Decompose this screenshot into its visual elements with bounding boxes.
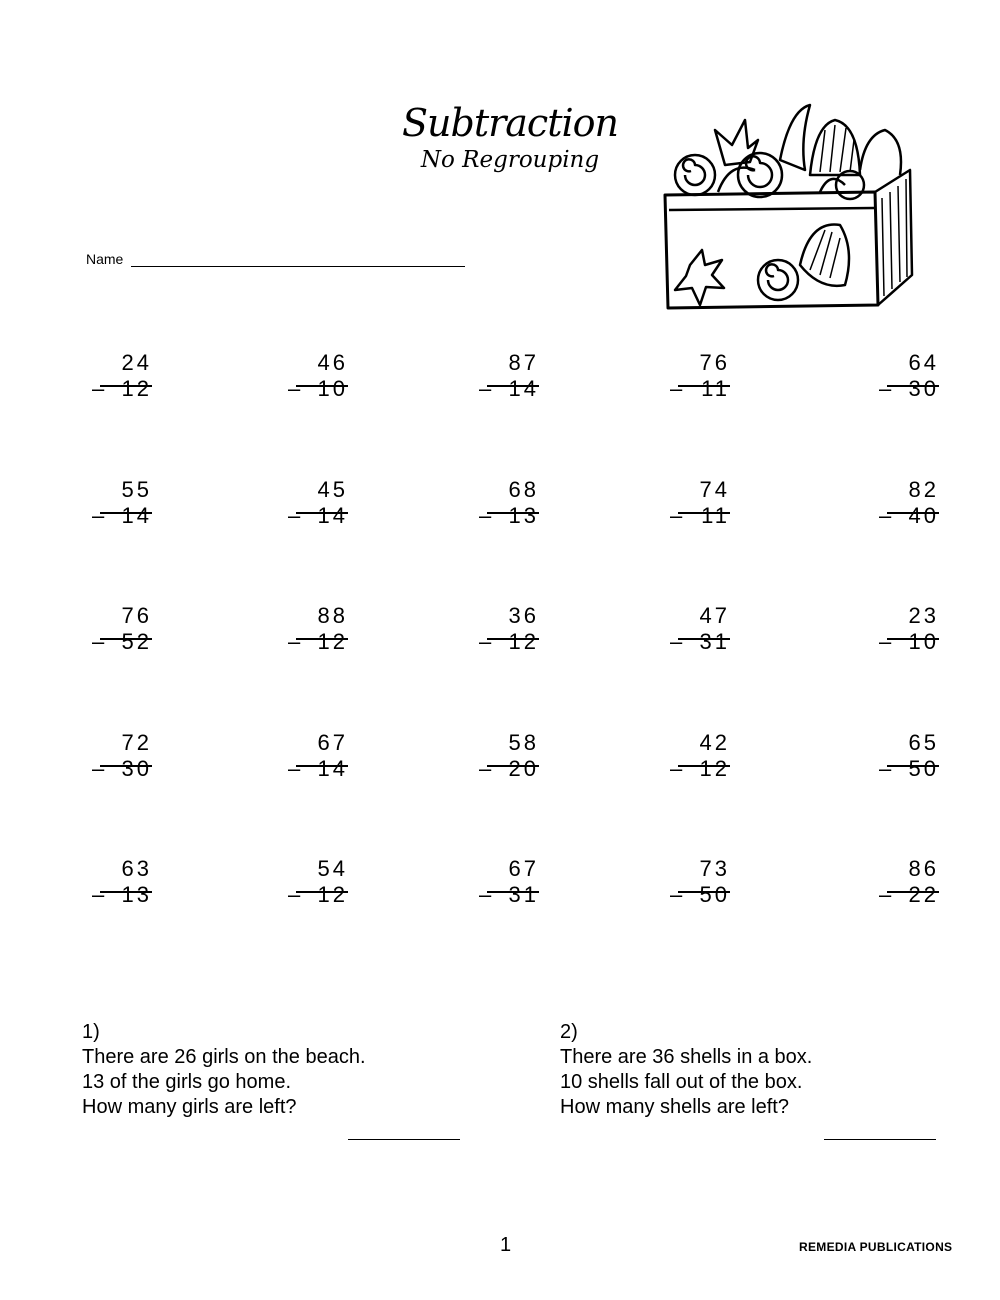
word-problem-line: How many girls are left? (82, 1096, 297, 1118)
subtrahend-row (479, 629, 539, 655)
worksheet-title (400, 100, 620, 174)
seashell-basket-illustration (660, 100, 920, 320)
subtrahend: 14 (317, 756, 348, 781)
subtraction-problem (879, 603, 939, 655)
word-problem-line: 10 shells fall out of the box. (560, 1071, 803, 1093)
subtraction-problem (288, 856, 348, 908)
subtrahend: 11 (701, 503, 730, 528)
subtrahend-row (92, 376, 152, 402)
subtraction-problem (92, 856, 152, 908)
subtrahend: 50 (908, 756, 939, 781)
word-problem-line: 13 of the girls go home. (82, 1071, 292, 1093)
subtraction-problem (479, 350, 539, 402)
subtrahend-row (879, 629, 939, 655)
subtrahend: 12 (121, 376, 152, 401)
subtraction-problem (288, 603, 348, 655)
answer-rule (487, 385, 539, 387)
subtrahend: 13 (121, 882, 152, 907)
answer-rule (678, 385, 730, 387)
subtraction-problem (879, 350, 939, 402)
subtrahend: 31 (699, 629, 730, 654)
answer-rule (487, 765, 539, 767)
subtrahend: 14 (317, 503, 348, 528)
subtrahend: 13 (508, 503, 539, 528)
minuend: 42 (699, 730, 730, 755)
minus-sign: – (92, 882, 108, 907)
subtraction-problem (670, 350, 730, 402)
subtraction-problem (479, 856, 539, 908)
name-line[interactable] (131, 252, 465, 267)
subtrahend-row (879, 756, 939, 782)
minuend: 64 (908, 350, 939, 375)
subtrahend-row (288, 376, 348, 402)
name-label: Name (86, 251, 124, 267)
answer-rule (100, 385, 152, 387)
subtrahend: 52 (121, 629, 152, 654)
subtrahend: 10 (317, 376, 348, 401)
minuend: 76 (121, 603, 152, 628)
minus-sign: – (670, 376, 686, 401)
answer-rule (887, 385, 939, 387)
subtrahend: 12 (699, 756, 730, 781)
subtrahend-row (479, 756, 539, 782)
minus-sign: – (479, 756, 495, 781)
subtraction-problem (879, 477, 939, 529)
answer-rule (678, 638, 730, 640)
minuend: 65 (908, 730, 939, 755)
minus-sign: – (288, 376, 304, 401)
minuend: 67 (508, 856, 539, 881)
answer-rule (487, 512, 539, 514)
minuend: 58 (508, 730, 539, 755)
minuend: 87 (508, 350, 539, 375)
answer-rule (887, 765, 939, 767)
answer-rule (100, 765, 152, 767)
minus-sign: – (479, 882, 495, 907)
minuend: 36 (508, 603, 539, 628)
answer-rule (100, 638, 152, 640)
word-problem-1 (82, 1020, 366, 1120)
answer-rule (296, 765, 348, 767)
minus-sign: – (92, 756, 108, 781)
answer-rule (296, 385, 348, 387)
minuend: 63 (121, 856, 152, 881)
answer-rule (296, 512, 348, 514)
answer-line[interactable] (824, 1139, 936, 1140)
minus-sign: – (288, 882, 304, 907)
minus-sign: – (479, 376, 495, 401)
word-problem-line: There are 26 girls on the beach. (82, 1046, 366, 1068)
subtrahend-row (479, 376, 539, 402)
subtrahend: 12 (508, 629, 539, 654)
minuend: 88 (317, 603, 348, 628)
minus-sign: – (479, 503, 495, 528)
subtraction-problem (670, 477, 730, 529)
minuend: 23 (908, 603, 939, 628)
subtrahend: 50 (699, 882, 730, 907)
subtrahend: 31 (508, 882, 539, 907)
minus-sign: – (879, 882, 895, 907)
answer-rule (887, 512, 939, 514)
subtrahend-row (879, 376, 939, 402)
subtrahend-row (670, 503, 730, 529)
subtrahend: 11 (701, 376, 730, 401)
answer-rule (887, 891, 939, 893)
word-problem-line: How many shells are left? (560, 1096, 789, 1118)
answer-rule (678, 512, 730, 514)
minuend: 68 (508, 477, 539, 502)
word-problem-2 (560, 1020, 812, 1120)
minus-sign: – (288, 756, 304, 781)
subtraction-problem (92, 350, 152, 402)
minuend: 47 (699, 603, 730, 628)
subtrahend: 20 (508, 756, 539, 781)
word-problem-line: There are 36 shells in a box. (560, 1046, 813, 1068)
minus-sign: – (670, 882, 686, 907)
minus-sign: – (92, 629, 108, 654)
minuend: 76 (699, 350, 730, 375)
subtraction-problem (670, 603, 730, 655)
minus-sign: – (879, 756, 895, 781)
minuend: 73 (699, 856, 730, 881)
subtraction-problem (92, 477, 152, 529)
subtrahend: 14 (121, 503, 152, 528)
minus-sign: – (879, 376, 895, 401)
minuend: 82 (908, 477, 939, 502)
subtrahend-row (670, 629, 730, 655)
minuend: 55 (121, 477, 152, 502)
page-number: 1 (500, 1234, 512, 1256)
subtraction-problem (479, 477, 539, 529)
subtraction-problem (479, 730, 539, 782)
minus-sign: – (879, 503, 895, 528)
subtrahend-row (670, 376, 730, 402)
minus-sign: – (879, 629, 895, 654)
subtrahend: 40 (908, 503, 939, 528)
subtrahend: 22 (908, 882, 939, 907)
minuend: 45 (317, 477, 348, 502)
answer-line[interactable] (348, 1139, 460, 1140)
subtrahend-row (288, 756, 348, 782)
subtrahend-row (92, 629, 152, 655)
subtraction-problem (288, 477, 348, 529)
answer-rule (887, 638, 939, 640)
subtrahend-row (879, 882, 939, 908)
subtrahend-row (288, 629, 348, 655)
subtraction-problem (670, 856, 730, 908)
answer-rule (296, 638, 348, 640)
minuend: 46 (317, 350, 348, 375)
subtrahend-row (670, 882, 730, 908)
subtraction-problem (92, 730, 152, 782)
answer-rule (487, 891, 539, 893)
answer-rule (100, 512, 152, 514)
minus-sign: – (670, 629, 686, 654)
minuend: 86 (908, 856, 939, 881)
title-text: Subtraction (402, 101, 618, 145)
subtrahend-row (288, 503, 348, 529)
subtrahend: 14 (508, 376, 539, 401)
minus-sign: – (288, 629, 304, 654)
minus-sign: – (670, 756, 686, 781)
answer-rule (296, 891, 348, 893)
subtrahend-row (879, 503, 939, 529)
subtrahend: 10 (908, 629, 939, 654)
word-problem-number: 1) (82, 1021, 100, 1043)
answer-rule (100, 891, 152, 893)
minuend: 74 (699, 477, 730, 502)
minuend: 24 (121, 350, 152, 375)
subtrahend-row (92, 756, 152, 782)
answer-rule (678, 765, 730, 767)
subtrahend: 12 (317, 882, 348, 907)
answer-rule (487, 638, 539, 640)
subtraction-problem (288, 350, 348, 402)
minuend: 72 (121, 730, 152, 755)
minus-sign: – (288, 503, 304, 528)
minus-sign: – (92, 503, 108, 528)
subtrahend: 30 (908, 376, 939, 401)
subtraction-problem (92, 603, 152, 655)
minuend: 54 (317, 856, 348, 881)
subtrahend-row (92, 882, 152, 908)
minus-sign: – (670, 503, 686, 528)
subtraction-problem (879, 730, 939, 782)
subtrahend: 12 (317, 629, 348, 654)
subtraction-problem (879, 856, 939, 908)
subtrahend-row (288, 882, 348, 908)
subtitle-text: No Regrouping (420, 147, 600, 173)
minuend: 67 (317, 730, 348, 755)
subtrahend-row (479, 882, 539, 908)
publisher-label: REMEDIA PUBLICATIONS (799, 1240, 953, 1254)
subtraction-problem (479, 603, 539, 655)
subtrahend: 30 (121, 756, 152, 781)
subtrahend-row (479, 503, 539, 529)
subtraction-problem (288, 730, 348, 782)
subtraction-problem (670, 730, 730, 782)
minus-sign: – (92, 376, 108, 401)
word-problem-number: 2) (560, 1021, 578, 1043)
answer-rule (678, 891, 730, 893)
minus-sign: – (479, 629, 495, 654)
subtrahend-row (670, 756, 730, 782)
subtrahend-row (92, 503, 152, 529)
name-field (86, 251, 465, 267)
